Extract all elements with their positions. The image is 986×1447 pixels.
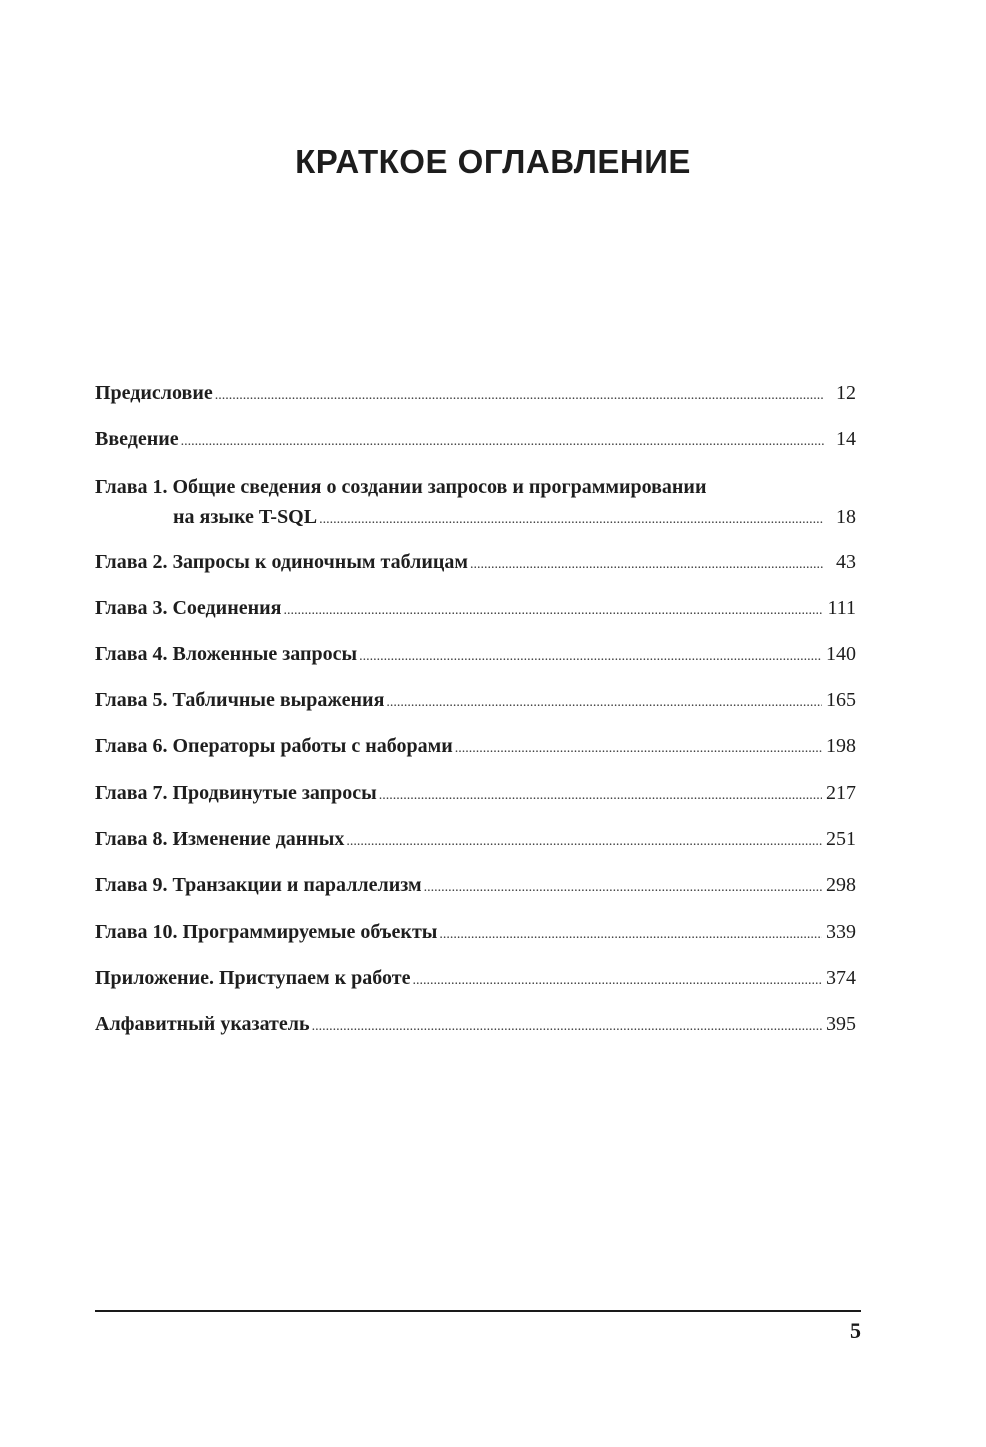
dot-leader <box>312 1012 822 1042</box>
toc-entry-page: 14 <box>836 428 856 450</box>
toc-entry-page: 217 <box>826 782 856 804</box>
toc-entry-index <box>95 1009 856 1039</box>
toc-entry-label: Глава 4. Вложенные запросы <box>95 643 358 665</box>
toc-entry-chapter-1 <box>95 472 856 532</box>
toc-entry-page: 18 <box>836 506 856 528</box>
page-number: 5 <box>850 1318 861 1343</box>
dot-leader <box>346 827 822 857</box>
dot-leader <box>181 427 824 457</box>
toc-entry-label: Глава 7. Продвинутые запросы <box>95 782 377 804</box>
toc-entry-preface <box>95 378 856 408</box>
toc-entry-page: 111 <box>827 597 856 619</box>
dot-leader <box>455 734 822 764</box>
toc-entry-appendix <box>95 963 856 993</box>
dot-leader <box>386 688 822 718</box>
dot-leader <box>359 642 822 672</box>
page-title: КРАТКОЕ ОГЛАВЛЕНИЕ <box>295 143 691 180</box>
dot-leader <box>439 920 822 950</box>
toc-entry-label: Предисловие <box>95 382 213 404</box>
toc-entry-page: 43 <box>836 551 856 573</box>
dot-leader <box>283 596 823 626</box>
toc-entry-chapter-3 <box>95 593 856 623</box>
toc-entry-label: Глава 6. Операторы работы с наборами <box>95 735 453 757</box>
dot-leader <box>319 505 824 535</box>
toc-entry-chapter-4 <box>95 639 856 669</box>
dot-leader <box>470 550 824 580</box>
toc-entry-page: 140 <box>826 643 856 665</box>
toc-entry-page: 165 <box>826 689 856 711</box>
toc-entry-chapter-6 <box>95 731 856 761</box>
toc-entry-label: Алфавитный указатель <box>95 1013 310 1035</box>
toc-entry-page: 198 <box>826 735 856 757</box>
toc-entry-page: 298 <box>826 874 856 896</box>
toc-entry-label: Глава 8. Изменение данных <box>95 828 345 850</box>
dot-leader <box>424 873 822 903</box>
toc-entry-label: Введение <box>95 428 179 450</box>
toc-entry-page: 12 <box>836 382 856 404</box>
toc-entry-label: Приложение. Приступаем к работе <box>95 967 411 989</box>
toc-entry-chapter-2 <box>95 547 856 577</box>
toc-entry-page: 374 <box>826 967 856 989</box>
toc-entry-chapter-10 <box>95 917 856 947</box>
toc-entry-label: Глава 3. Соединения <box>95 597 282 619</box>
toc-entry-page: 251 <box>826 828 856 850</box>
toc-entry-label: Глава 10. Программируемые объекты <box>95 921 438 943</box>
dot-leader <box>215 381 824 411</box>
toc-entry-chapter-9 <box>95 870 856 900</box>
toc-entry-page: 395 <box>826 1013 856 1035</box>
dot-leader <box>379 781 822 811</box>
toc-entry-introduction <box>95 424 856 454</box>
toc-entry-chapter-7 <box>95 778 856 808</box>
toc-entry-label: Глава 5. Табличные выражения <box>95 689 385 711</box>
toc-entry-chapter-8 <box>95 824 856 854</box>
toc-entry-label: Глава 2. Запросы к одиночным таблицам <box>95 551 469 573</box>
footer-divider <box>95 1310 861 1312</box>
toc-entry-label: Глава 1. Общие сведения о создании запросов и программировании <box>95 476 707 498</box>
toc-entry-label-continued: на языке T-SQL <box>173 506 318 528</box>
toc-entry-chapter-5 <box>95 685 856 715</box>
toc-entry-label: Глава 9. Транзакции и параллелизм <box>95 874 422 896</box>
toc-entry-page: 339 <box>826 921 856 943</box>
dot-leader <box>412 966 822 996</box>
